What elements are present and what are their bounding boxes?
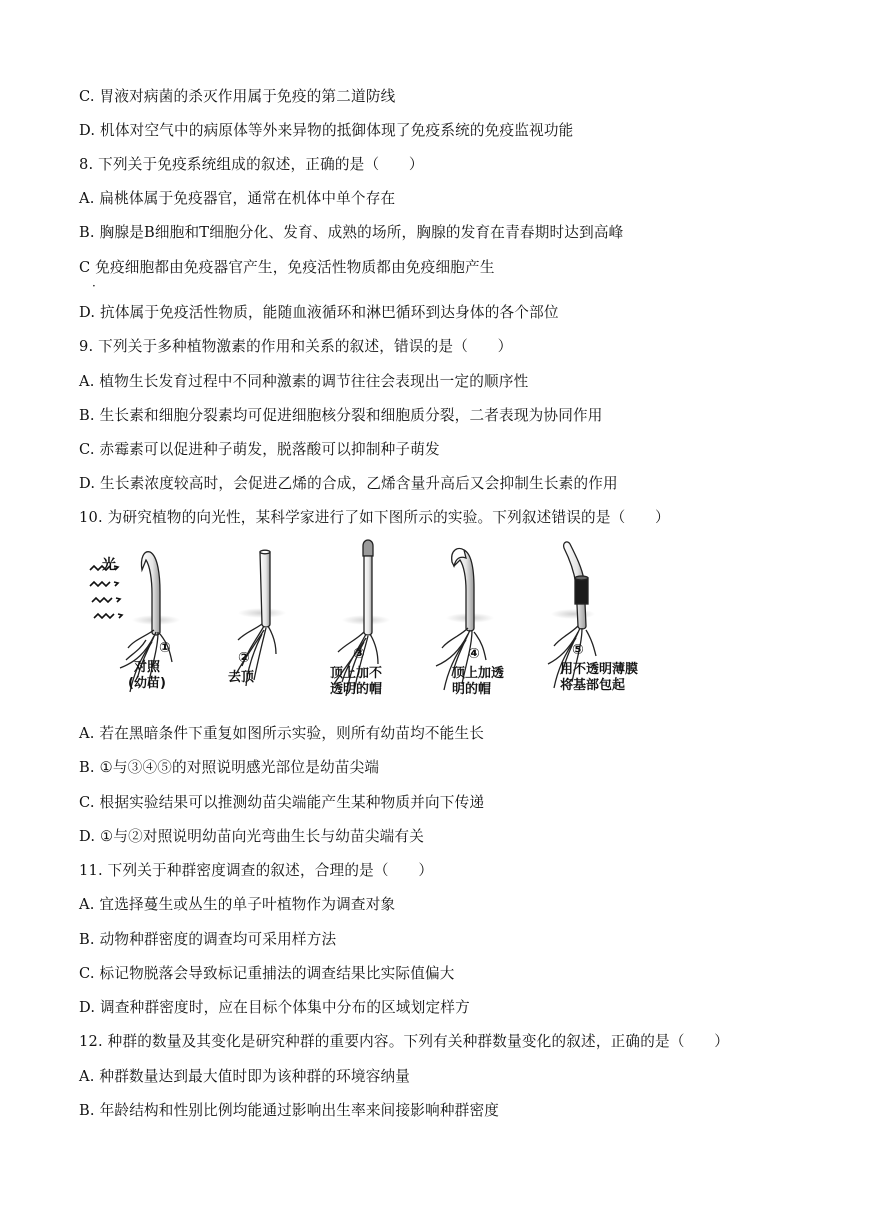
q10-option-c: C. 根据实验结果可以推测幼苗尖端能产生某种物质并向下传递 — [79, 794, 485, 811]
panel-3-number: ③ — [353, 646, 365, 662]
panel-4-caption-line-2: 明的帽 — [452, 682, 492, 697]
q11-option-d: D. 调查种群密度时，应在目标个体集中分布的区域划定样方 — [79, 999, 470, 1016]
panel-1-number: ① — [159, 640, 171, 656]
light-label: 光 — [102, 557, 116, 573]
panel-5-caption-line-2: 将基部包起 — [560, 678, 626, 693]
panel-5-number: ⑤ — [572, 642, 584, 658]
phototropism-figure — [76, 536, 716, 716]
panel-3-caption-line-2: 透明的帽 — [330, 682, 383, 697]
panel-3-caption-line-1: 顶上加不 — [330, 666, 383, 681]
q9-option-c: C. 赤霉素可以促进种子萌发，脱落酸可以抑制种子萌发 — [79, 441, 440, 458]
q8-option-a: A. 扁桃体属于免疫器官，通常在机体中单个存在 — [79, 190, 396, 207]
q7-option-c: C. 胃液对病菌的杀灭作用属于免疫的第二道防线 — [79, 88, 396, 105]
q9-option-d: D. 生长素浓度较高时，会促进乙烯的合成，乙烯含量升高后又会抑制生长素的作用 — [79, 475, 618, 492]
panel-4-number: ④ — [468, 646, 480, 662]
q12-option-a: A. 种群数量达到最大值时即为该种群的环境容纳量 — [79, 1068, 411, 1085]
panel-2-number: ② — [238, 650, 250, 666]
q8-option-c: C 免疫细胞都由免疫器官产生，免疫活性物质都由免疫细胞产生 — [79, 259, 495, 276]
q8-stem: 8. 下列关于免疫系统组成的叙述，正确的是（ ） — [79, 156, 424, 173]
q8-option-c-dot: · — [92, 279, 96, 293]
q11-stem: 11. 下列关于种群密度调查的叙述，合理的是（ ） — [79, 862, 434, 879]
q10-option-b: B. ①与③④⑤的对照说明感光部位是幼苗尖端 — [79, 759, 380, 776]
q10-stem: 10. 为研究植物的向光性，某科学家进行了如下图所示的实验。下列叙述错误的是（ ） — [79, 509, 670, 526]
q11-option-b: B. 动物种群密度的调查均可采用样方法 — [79, 931, 337, 948]
panel-4-caption-line-1: 顶上加透 — [452, 666, 505, 681]
q8-option-d: D. 抗体属于免疫活性物质，能随血液循环和淋巴循环到达身体的各个部位 — [79, 304, 559, 321]
q8-option-b: B. 胸腺是B细胞和T细胞分化、发育、成熟的场所，胸腺的发育在青春期时达到高峰 — [79, 224, 624, 241]
q12-stem: 12. 种群的数量及其变化是研究种群的重要内容。下列有关种群数量变化的叙述，正确的是（ ） — [79, 1033, 729, 1050]
panel-2-caption-line-1: 去顶 — [228, 670, 255, 685]
q7-option-d: D. 机体对空气中的病原体等外来异物的抵御体现了免疫系统的免疫监视功能 — [79, 122, 574, 139]
q11-option-a: A. 宜选择蔓生或丛生的单子叶植物作为调查对象 — [79, 896, 396, 913]
panel-1-caption-line-1: 对照 — [134, 660, 161, 675]
q9-option-b: B. 生长素和细胞分裂素均可促进细胞核分裂和细胞质分裂，二者表现为协同作用 — [79, 407, 603, 424]
panel-5-caption-line-1: 用不透明薄膜 — [560, 662, 639, 677]
q10-option-a: A. 若在黑暗条件下重复如图所示实验，则所有幼苗均不能生长 — [79, 725, 485, 742]
panel-1-caption-line-2: (幼苗) — [128, 676, 166, 691]
q11-option-c: C. 标记物脱落会导致标记重捕法的调查结果比实际值偏大 — [79, 965, 455, 982]
q9-stem: 9. 下列关于多种植物激素的作用和关系的叙述，错误的是（ ） — [79, 338, 513, 355]
q9-option-a: A. 植物生长发育过程中不同种激素的调节往往会表现出一定的顺序性 — [79, 373, 529, 390]
q12-option-b: B. 年龄结构和性别比例均能通过影响出生率来间接影响种群密度 — [79, 1102, 500, 1119]
q10-option-d: D. ①与②对照说明幼苗向光弯曲生长与幼苗尖端有关 — [79, 828, 425, 845]
